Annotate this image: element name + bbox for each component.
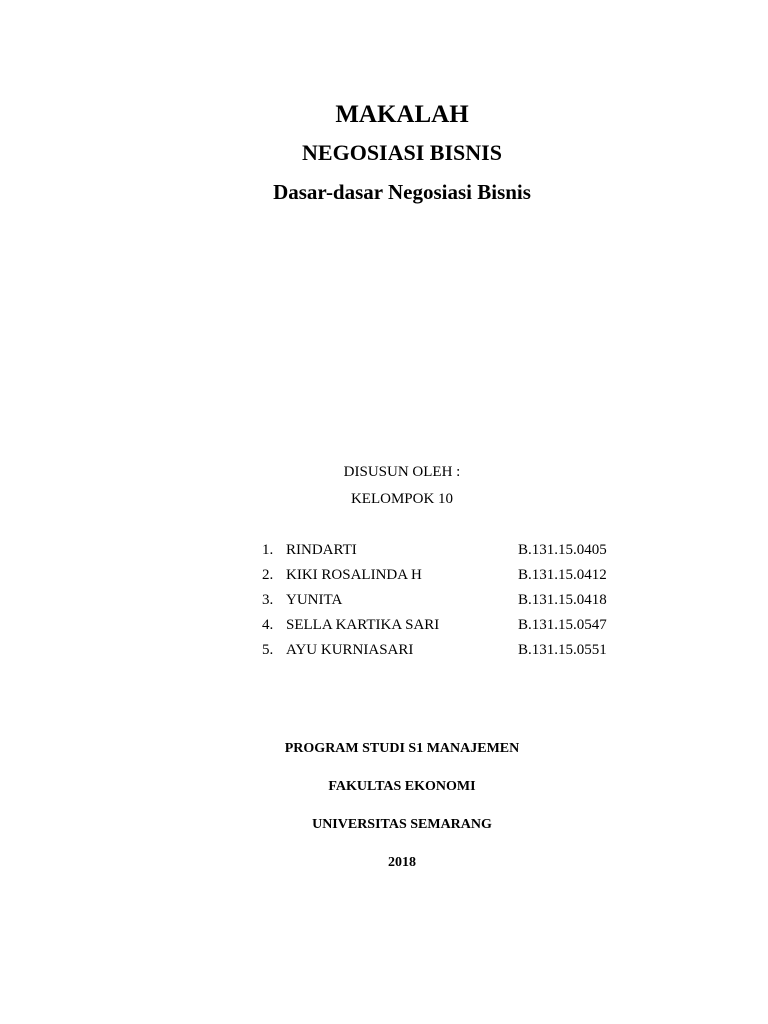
member-name: YUNITA bbox=[286, 592, 343, 608]
list-item bbox=[262, 640, 622, 665]
member-name: SELLA KARTIKA SARI bbox=[286, 617, 440, 633]
document-title: MAKALAH bbox=[335, 101, 469, 128]
member-number: 3. bbox=[262, 592, 274, 608]
member-id: B.131.15.0547 bbox=[518, 617, 607, 633]
year-label: 2018 bbox=[388, 855, 416, 870]
study-program: PROGRAM STUDI S1 MANAJEMEN bbox=[284, 741, 520, 756]
member-name: RINDARTI bbox=[286, 542, 357, 558]
list-item bbox=[262, 540, 622, 565]
topic-title: Dasar-dasar Negosiasi Bisnis bbox=[273, 180, 531, 204]
university-name: UNIVERSITAS SEMARANG bbox=[312, 817, 492, 832]
member-number: 2. bbox=[262, 567, 274, 583]
group-label: KELOMPOK 10 bbox=[350, 491, 454, 507]
list-item bbox=[262, 615, 622, 640]
member-number: 1. bbox=[262, 542, 274, 558]
member-id: B.131.15.0412 bbox=[518, 567, 607, 583]
member-id: B.131.15.0405 bbox=[518, 542, 607, 558]
member-id: B.131.15.0551 bbox=[518, 642, 607, 658]
member-number: 4. bbox=[262, 617, 274, 633]
faculty-name: FAKULTAS EKONOMI bbox=[328, 779, 476, 794]
member-name: AYU KURNIASARI bbox=[286, 642, 414, 658]
list-item bbox=[262, 565, 622, 590]
member-id: B.131.15.0418 bbox=[518, 592, 607, 608]
member-name: KIKI ROSALINDA H bbox=[286, 567, 422, 583]
course-title: NEGOSIASI BISNIS bbox=[302, 140, 502, 165]
member-number: 5. bbox=[262, 642, 274, 658]
member-list bbox=[262, 540, 622, 665]
compiled-by-label: DISUSUN OLEH : bbox=[343, 464, 461, 480]
list-item bbox=[262, 590, 622, 615]
